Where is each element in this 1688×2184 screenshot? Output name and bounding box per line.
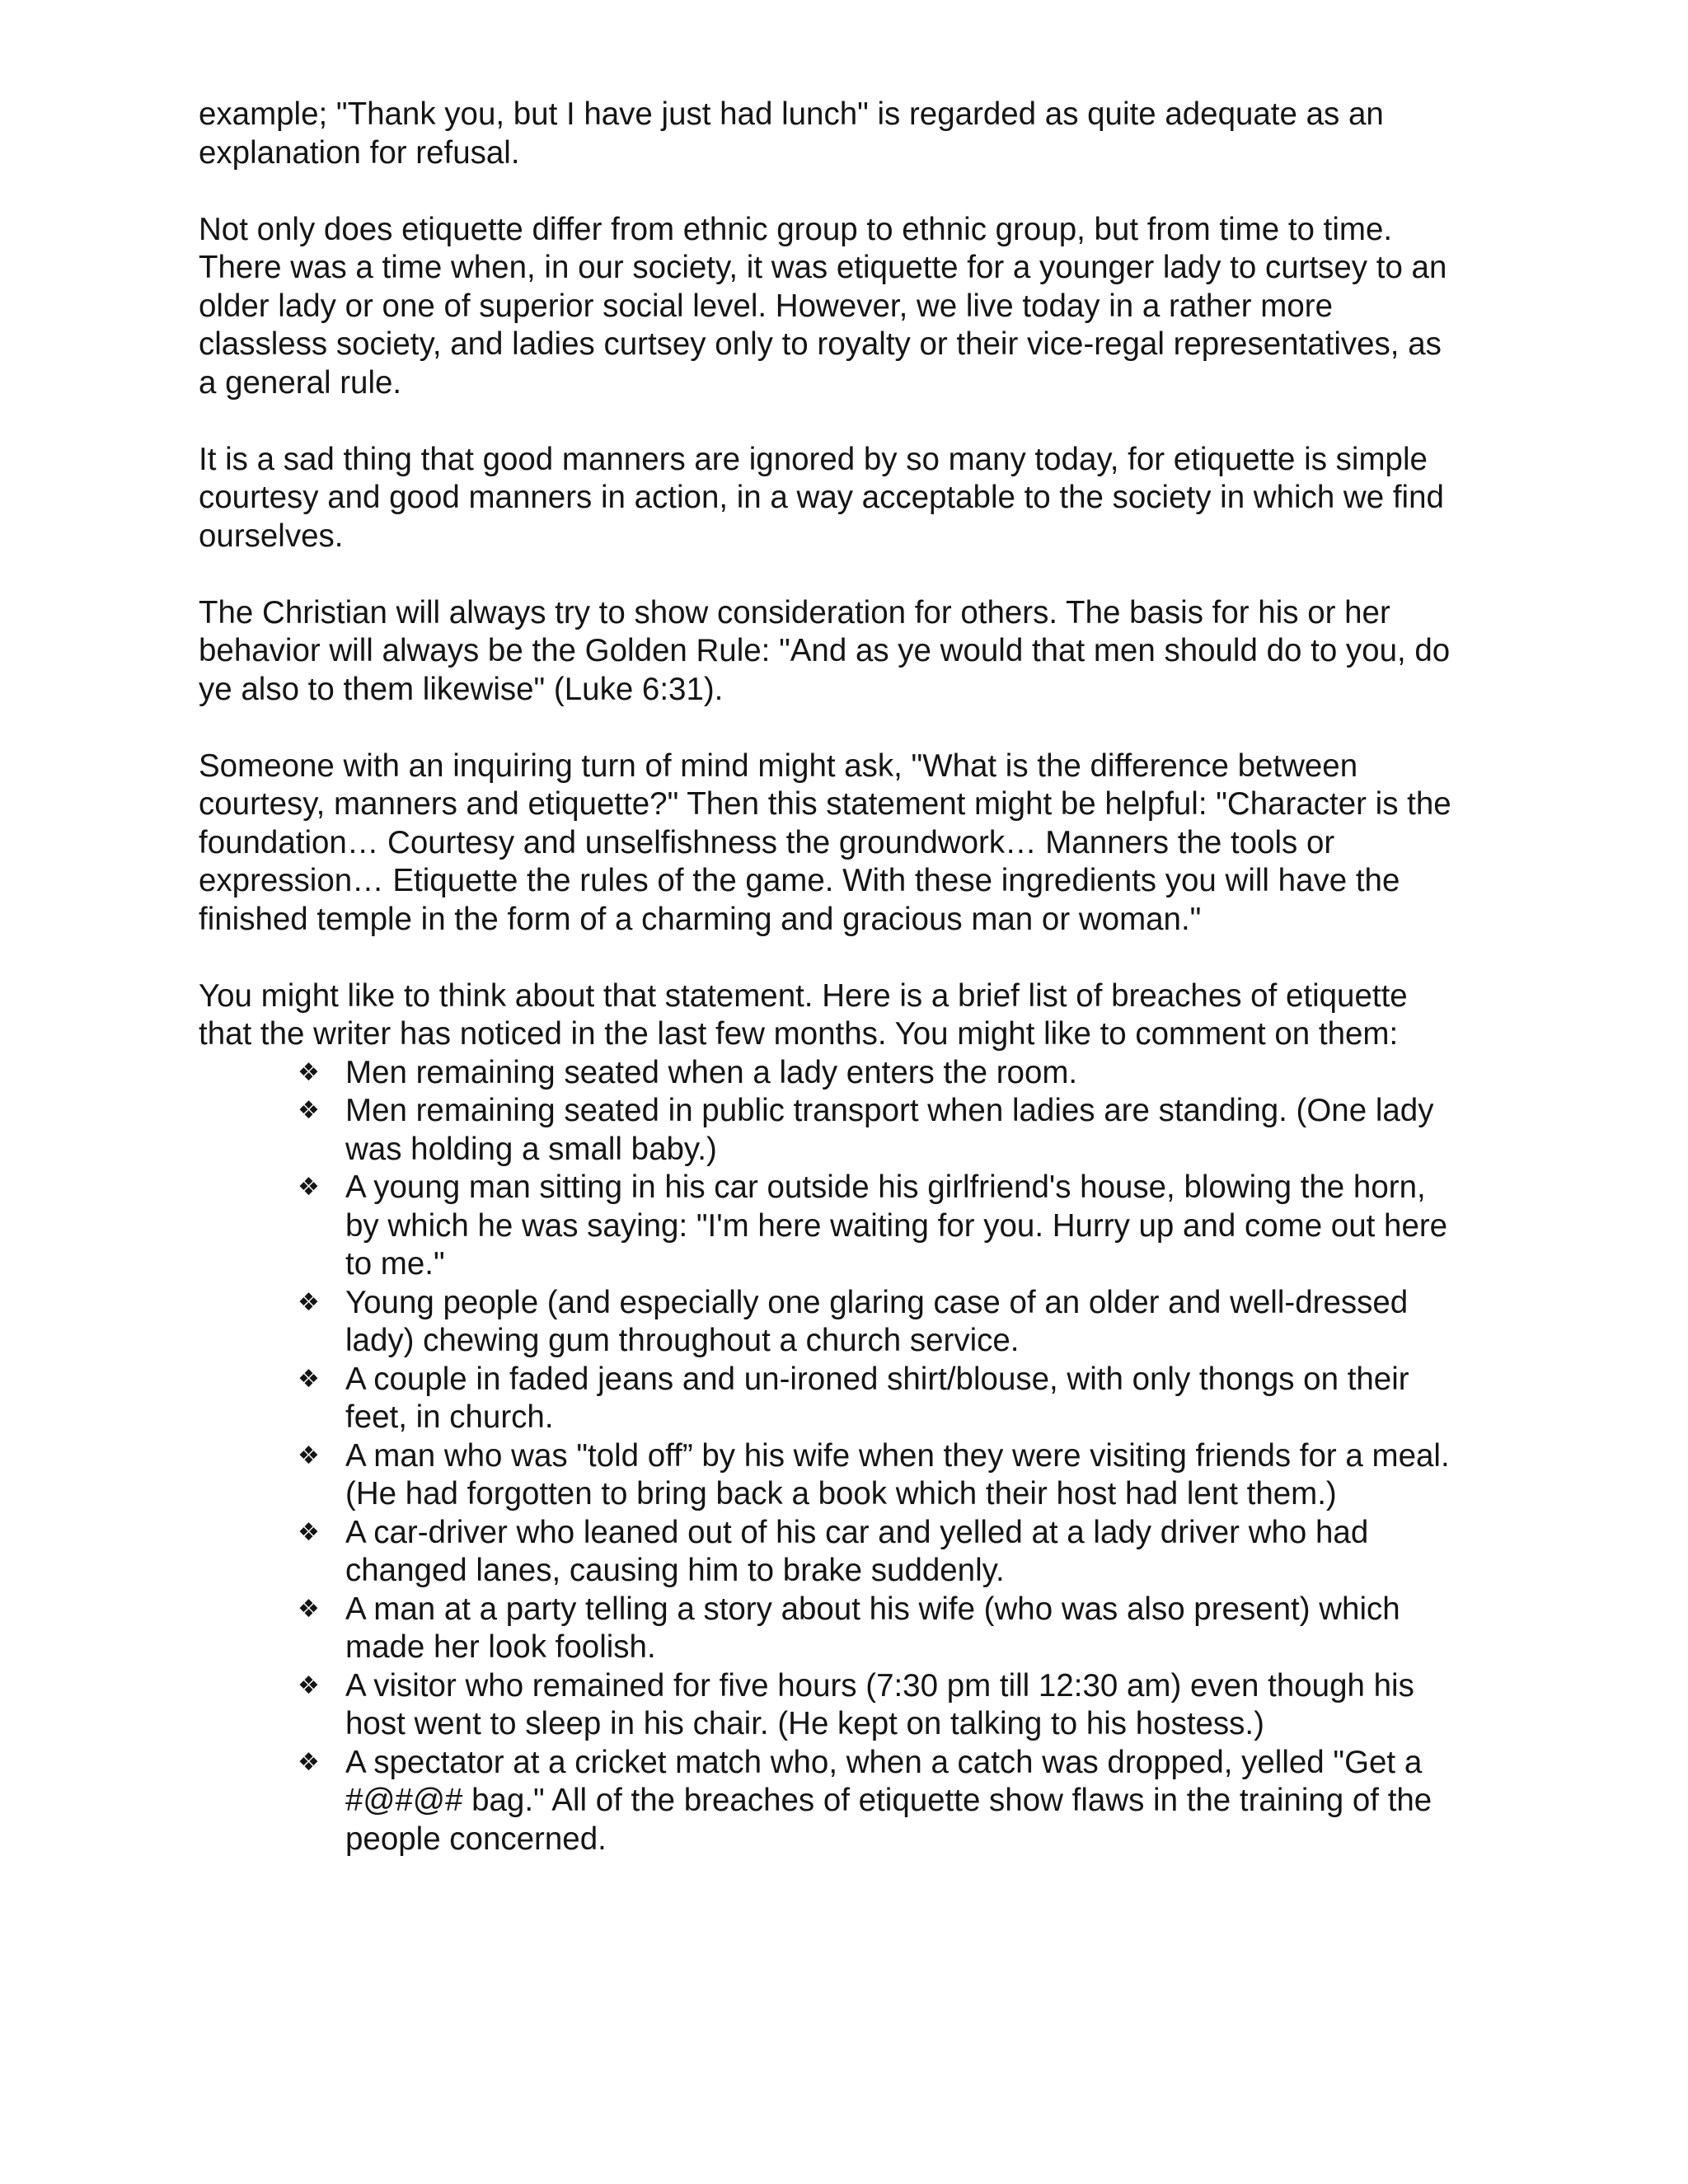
list-item — [298, 1667, 1451, 1744]
paragraph-courtesy-manners-etiquette: Someone with an inquiring turn of mind might ask, "What is the difference between courtesy, manners and etiquette?" Then this statement might be helpful: "Character is the foundation… Courtesy and unselfishness the groundwork… Manners the tools or expression… Etiquette the rules of the game. With these ingredients you will have the finished temple in the form of a charming and gracious man or woman." — [199, 748, 1451, 937]
list-item-text: Young people (and especially one glaring case of an older and well-dressed lady) chewing gum throughout a church service. — [345, 1284, 1409, 1358]
list-item — [298, 1744, 1451, 1859]
list-item-text: A spectator at a cricket match who, when a catch was dropped, yelled "Get a #@#@# bag." All of the breaches of etiquette show flaws in the training of the people concerned. — [345, 1744, 1432, 1857]
paragraph-refusal-example: example; "Thank you, but I have just had lunch" is regarded as quite adequate as an explanation for refusal. — [199, 96, 1384, 171]
list-item-text: A couple in faded jeans and un-ironed shirt/blouse, with only thongs on their feet, in church. — [345, 1361, 1409, 1435]
list-item-text: Men remaining seated in public transport when ladies are standing. (One lady was holding a small baby.) — [345, 1093, 1434, 1167]
list-item — [298, 1591, 1451, 1667]
diamond-bullet-icon: ❖ — [298, 1747, 320, 1777]
list-item-text: A man who was "told off” by his wife when they were visiting friends for a meal. (He had forgotten to bring back a book which their host had lent them.) — [345, 1437, 1450, 1511]
diamond-bullet-icon: ❖ — [298, 1594, 320, 1624]
diamond-bullet-icon: ❖ — [298, 1441, 320, 1470]
paragraph-golden-rule: The Christian will always try to show consideration for others. The basis for his or her behavior will always be the Golden Rule: "And as ye would that men should do to you, do ye also to them likewise" (Luke 6:31). — [199, 594, 1451, 707]
diamond-bullet-icon: ❖ — [298, 1287, 320, 1317]
list-item-text: A man at a party telling a story about his wife (who was also present) which made her look foolish. — [345, 1591, 1400, 1665]
list-item — [298, 1092, 1451, 1169]
list-item — [298, 1169, 1451, 1284]
paragraph-breaches-intro: You might like to think about that statement. Here is a brief list of breaches of etiquette that the writer has noticed in the last few months. You might like to comment on them: — [199, 977, 1408, 1052]
list-item-text: A young man sitting in his car outside his girlfriend's house, blowing the horn, by which he was saying: "I'm here waiting for you. Hurry up and come out here to me." — [345, 1169, 1448, 1282]
breaches-list — [199, 1054, 1451, 1859]
list-item-text: A visitor who remained for five hours (7:30 pm till 12:30 am) even though his host went to sleep in his chair. (He kept on talking to his hostess.) — [345, 1667, 1414, 1741]
diamond-bullet-icon: ❖ — [298, 1671, 320, 1700]
document-body — [199, 96, 1451, 1858]
diamond-bullet-icon: ❖ — [298, 1517, 320, 1547]
paragraph-good-manners-ignored: It is a sad thing that good manners are ignored by so many today, for etiquette is simple courtesy and good manners in action, in a way acceptable to the society in which we find ourselves. — [199, 441, 1444, 554]
list-item — [298, 1361, 1451, 1437]
list-item — [298, 1437, 1451, 1514]
list-item — [298, 1284, 1451, 1361]
list-item — [298, 1054, 1451, 1093]
list-item-text: A car-driver who leaned out of his car and yelled at a lady driver who had changed lanes, causing him to brake suddenly. — [345, 1514, 1369, 1588]
diamond-bullet-icon: ❖ — [298, 1096, 320, 1125]
list-item-text: Men remaining seated when a lady enters the room. — [345, 1054, 1078, 1090]
list-item — [298, 1514, 1451, 1591]
paragraph-etiquette-differs: Not only does etiquette differ from ethnic group to ethnic group, but from time to time. There was a time when, in our society, it was etiquette for a younger lady to curtsey to an older lady or one of superior social level. However, we live today in a rather more classless society, and ladies curtsey only to royalty or their vice-regal representatives, as a general rule. — [199, 211, 1447, 401]
diamond-bullet-icon: ❖ — [298, 1173, 320, 1202]
diamond-bullet-icon: ❖ — [298, 1057, 320, 1087]
diamond-bullet-icon: ❖ — [298, 1364, 320, 1394]
